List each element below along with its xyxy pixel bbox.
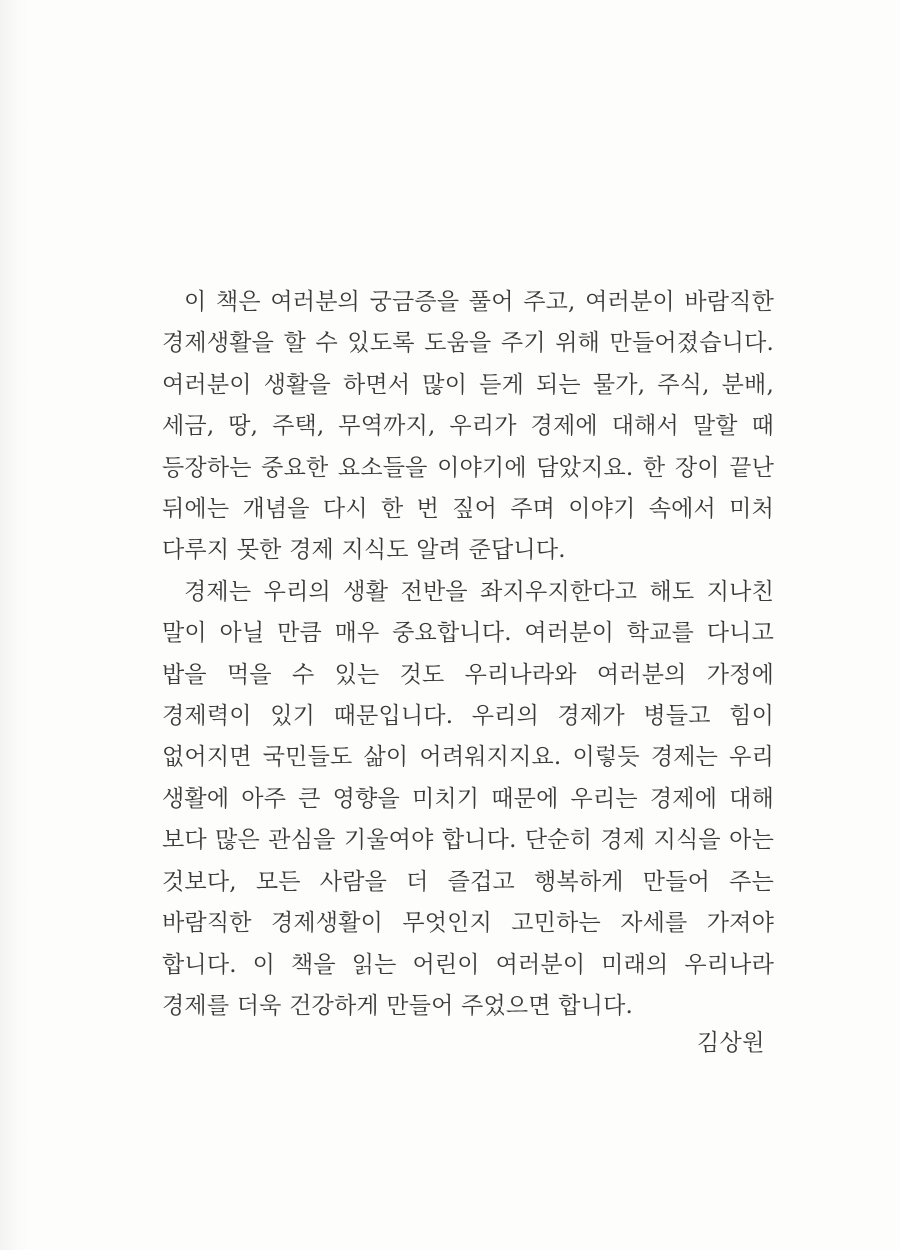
paragraph-2: 경제는 우리의 생활 전반을 좌지우지한다고 해도 지나친 말이 아닐 만큼 매우 중요합니다. 여러분이 학교를 다니고 밥을 먹을 수 있는 것도 우리나라와 여러분의 가정에 경제력이 있기 때문입니다. 우리의 경제가 병들고 힘이 없어지면 국민들도 삶이 어려워지지요. 이렇듯 경제는 우리 생활에 아주 큰 영향을 미치기 때문에 우리는 경제에 대해 보다 많은 관심을 기울여야 합니다. 단순히 경제 지식을 아는 것보다, 모든 사람을 더 즐겁고 행복하게 만들어 주는 바람직한 경제생활이 무엇인지 고민하는 자세를 가져야 합니다. 이 책을 읽는 어린이 여러분이 미래의 우리나라 경제를 더욱 건강하게 만들어 주었으면 합니다. (162, 578, 774, 1019)
author-name: 김상원 (696, 1030, 765, 1056)
page-binding-edge (0, 0, 28, 1250)
preface-text (162, 282, 774, 1027)
paragraph-1: 이 책은 여러분의 궁금증을 풀어 주고, 여러분이 바람직한 경제생활을 할 수 있도록 도움을 주기 위해 만들어졌습니다. 여러분이 생활을 하면서 많이 듣게 되는 물가, 주식, 분배, 세금, 땅, 주택, 무역까지, 우리가 경제에 대해서 말할 때 등장하는 중요한 요소들을 이야기에 담았지요. 한 장이 끝난 뒤에는 개념을 다시 한 번 짚어 주며 이야기 속에서 미처 다루지 못한 경제 지식도 알려 준답니다. (162, 289, 774, 564)
